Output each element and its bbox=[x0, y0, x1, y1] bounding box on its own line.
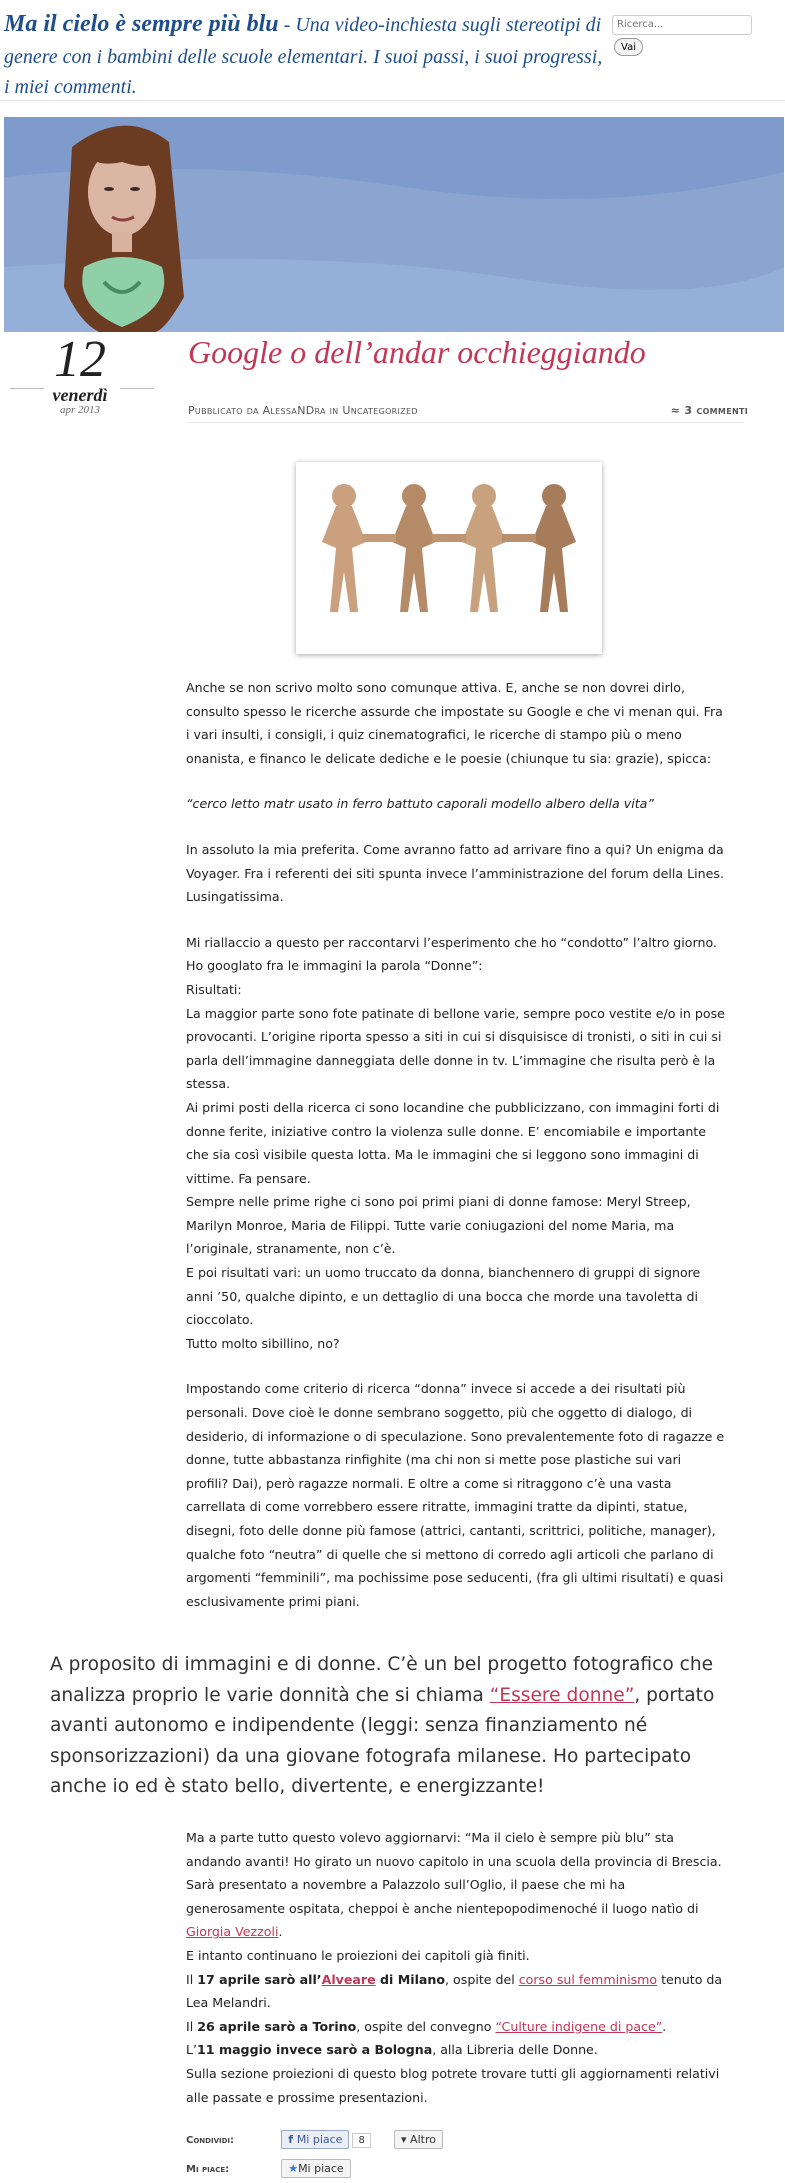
meta-category-link[interactable]: Uncategorized bbox=[342, 404, 418, 417]
paper-dolls-illustration bbox=[296, 462, 602, 654]
meta-author-link[interactable]: AlessaNDra bbox=[262, 404, 326, 417]
share-section bbox=[186, 2130, 726, 2178]
like-button-label: Mi piace bbox=[298, 2162, 344, 2175]
l5-a: L’ bbox=[186, 2042, 198, 2058]
update-intro bbox=[186, 1826, 726, 1944]
update-line-5 bbox=[186, 2038, 726, 2062]
l4-a: Il bbox=[186, 2018, 198, 2034]
share-row bbox=[186, 2130, 726, 2149]
header-divider bbox=[0, 100, 785, 101]
more-share-label: Altro bbox=[410, 2133, 436, 2146]
l5-b: 11 maggio invece sarò a Bologna bbox=[197, 2042, 433, 2058]
giorgia-vezzoli-link[interactable]: Giorgia Vezzoli bbox=[186, 1924, 279, 1940]
l4-b: 26 aprile sarò a Torino bbox=[197, 2018, 357, 2034]
post-paragraph-4: Mi riallaccio a questo per raccontarvi l’esperimento che ho “condotto” l’altro giorno. Ho googlato fra le immagini la parola “Donne”: Risultati: La maggior parte sono fote patinate di bellone varie, sempre poco vestite e/o in pose provocanti. L’origine riporta spesso a siti in cui si disquisisce di tronisti, o siti in cui si parla dell’immagine danneggiata delle donne in tv. L’immagine che risulta però è la stessa. Ai primi posti della ricerca ci sono locandine che pubblicizzano, con immagini forti di donne ferite, iniziative contro la violenza sulle donne. E’ encomiabile e importante che sia così visibile questa lotta. Ma le immagini che si leggono sono immagini di vittime. Fa pensare. Sempre nelle prime righe ci sono poi primi piani di donne famose: Meryl Streep, Marilyn Monroe, Maria de Filippi. Tutte varie coniugazioni del nome Maria, ma l’originale, stranamente, non c’è. E poi risultati vari: un uomo truccato da donna, bianchennero di gruppi di signore anni ’50, qualche dipinto, e un dettaglio di una bocca che morde una tavoletta di cioccolato. Tutto molto sibillino, no? bbox=[186, 934, 725, 1351]
post-paragraph-3: In assoluto la mia preferita. Come avranno fatto ad arrivare fino a qui? Un enigma da Voyager. Fra i referenti dei siti spunta invece l’amministrazione del forum della Lines. Lusingatissima. bbox=[186, 841, 724, 905]
update-intro-end: . bbox=[278, 1924, 283, 1940]
highlight-text-before: A proposito di immagini e di donne. C’è un bel progetto fotografico che analizza proprio le varie donnità che si chiama bbox=[50, 1654, 714, 1706]
site-title-block bbox=[4, 6, 604, 102]
star-icon: ★ bbox=[288, 2162, 299, 2175]
more-share-button[interactable] bbox=[394, 2130, 443, 2149]
post-paragraph-1: Anche se non scrivo molto sono comunque attiva. E, anche se non dovrei dirlo, consulto spesso le ricerche assurde che impostate su Google e che vi menan qui. Fra i vari insulti, i consigli, i quiz cinematografici, le ricerche di stampo più o meno onanista, e financo le delicate dediche e le poesie (chiunque tu sia: grazie), spicca: bbox=[186, 680, 723, 766]
post-highlight-paragraph bbox=[50, 1650, 750, 1803]
l3-d: , ospite del bbox=[445, 1971, 519, 1987]
likes-row bbox=[186, 2159, 726, 2178]
like-button[interactable] bbox=[281, 2159, 351, 2178]
likes-label: Mi piace: bbox=[186, 2164, 230, 2175]
post-date bbox=[10, 330, 150, 416]
update-line-3 bbox=[186, 1968, 726, 2015]
title-separator: - bbox=[278, 14, 296, 36]
site-header bbox=[0, 0, 785, 110]
meta-divider bbox=[188, 422, 744, 423]
l3-a: Il bbox=[186, 1971, 198, 1987]
search-button[interactable]: Vai bbox=[614, 38, 643, 56]
search-input[interactable] bbox=[612, 15, 752, 35]
corso-femminismo-link[interactable]: corso sul femminismo bbox=[518, 1971, 658, 1987]
date-month-year: apr 2013 bbox=[59, 404, 101, 416]
post-paragraph-5: Impostando come criterio di ricerca “donna” invece si accede a dei risultati più personali. Dove cioè le donne sembrano soggetto, più che oggetto di dialogo, di desiderio, di informazione o di speculazione. Sono prevalentemente foto di ragazze e donne, tutte abbastanza rinfighite (ma chi non si mette pose plastiche sui vari profili? Dai), però ragazze normali. E oltre a come si ritraggono c’è una vasta carrellata di come vorrebbero essere ritratte, immagini tratte da dipinti, statue, disegni, foto delle donne più famose (attrici, cantanti, scrittrici, politiche, manager), qualche foto “neutra” di quelle che si mettono di corredo agli articoli che parlano di argomenti “femminili”, ma pochissime pose seducenti, (fra gli ultimi risultati) e quasi esclusivamente primi piani. bbox=[186, 1381, 725, 1609]
update-line-2: E intanto continuano le proiezioni dei capitoli già finiti. bbox=[186, 1947, 530, 1963]
site-title[interactable]: Ma il cielo è sempre più blu bbox=[4, 11, 279, 37]
post-update-section bbox=[186, 1826, 726, 2109]
facebook-icon: f bbox=[288, 2133, 297, 2146]
header-banner-image bbox=[4, 117, 784, 332]
update-line-6: Sulla sezione proiezioni di questo blog potrete trovare tutti gli aggiornamenti relativi alle passate e prossime presentazioni. bbox=[186, 2065, 720, 2105]
facebook-like-button[interactable] bbox=[281, 2130, 349, 2149]
facebook-like-label: Mi piace bbox=[296, 2133, 343, 2146]
banner-drawing bbox=[4, 117, 784, 332]
search-form bbox=[612, 12, 785, 56]
alveare-link[interactable]: Alveare bbox=[321, 1971, 376, 1987]
update-intro-text: Ma a parte tutto questo volevo aggiornarvi: “Ma il cielo è sempre più blu” sta andando avanti! Ho girato un nuovo capitolo in una scuola della provincia di Brescia. Sarà presentato a novembre a Palazzolo sull’Oglio, il paese che mi ha generosamente ospitata, cheppoi è anche nientepopodimenoché il luogo natìo di bbox=[186, 1830, 722, 1916]
l4-d: . bbox=[662, 2018, 667, 2034]
post-quote: “cerco letto matr usato in ferro battuto caporali modello albero della vita” bbox=[186, 796, 654, 812]
facebook-like-count: 8 bbox=[352, 2133, 370, 2148]
paper-dolls-photo bbox=[296, 462, 602, 654]
meta-published-label: Pubblicato da bbox=[188, 404, 259, 417]
comments-link[interactable]: ≈ 3 commenti bbox=[670, 404, 748, 417]
highlight-text-after: , portato avanti autonomo e indipendente (leggi: senza finanziamento né sponsorizzazioni) da una giovane fotografa milanese. Ho partecipato anche io ed è stato bello, divertente, e energizzante! bbox=[50, 1684, 715, 1798]
share-label: Condividi: bbox=[186, 2135, 234, 2146]
post-meta bbox=[188, 404, 748, 417]
update-line-4 bbox=[186, 2015, 726, 2039]
date-day-number: 12 bbox=[54, 331, 106, 388]
meta-in-label: in bbox=[329, 404, 339, 417]
more-icon: ▾ bbox=[401, 2133, 411, 2146]
l3-c: di Milano bbox=[375, 1971, 446, 1987]
culture-indigene-link[interactable]: “Culture indigene di pace” bbox=[495, 2018, 663, 2034]
l5-c: , alla Libreria delle Donne. bbox=[432, 2042, 598, 2058]
l4-c: , ospite del convegno bbox=[356, 2018, 496, 2034]
l3-b: 17 aprile sarò all’ bbox=[197, 1971, 322, 1987]
l3-e: tenuto da Lea Melandri. bbox=[186, 1971, 723, 2011]
date-weekday: venerdì bbox=[52, 385, 108, 405]
essere-donne-link[interactable]: “Essere donne” bbox=[489, 1684, 635, 1706]
post-title[interactable]: Google o dell’andar occhieggiando bbox=[188, 334, 646, 370]
post-content bbox=[186, 676, 726, 1635]
site-description: Una video-inchiesta sugli stereotipi di genere con i bambini delle scuole elementari. I suoi passi, i suoi progressi, i miei commenti. bbox=[4, 14, 603, 98]
